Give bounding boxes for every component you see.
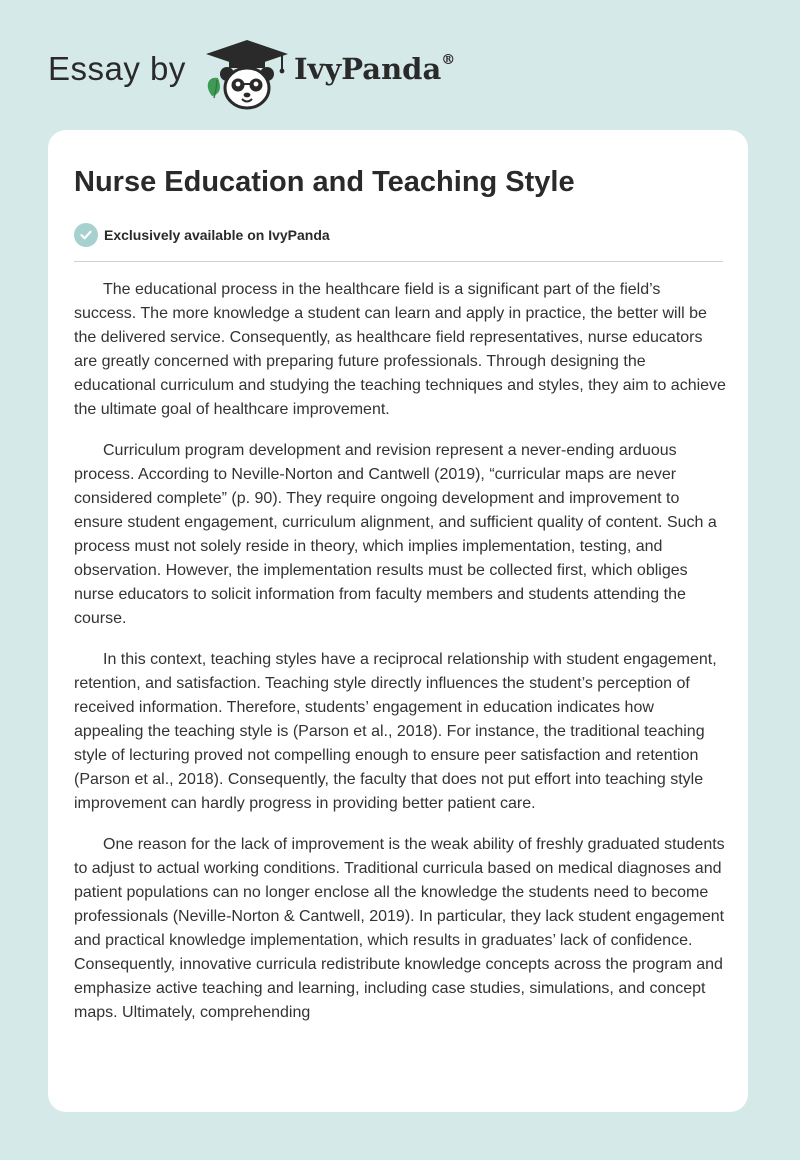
brand-name[interactable] bbox=[294, 52, 455, 86]
divider bbox=[74, 261, 723, 262]
paragraph: One reason for the lack of improvement is the weak ability of freshly graduated students to adjust to actual working conditions. Traditional curricula based on medical diagnoses and patient populations can no longer enclose all the knowledge the students need to become professionals (Neville-Norton & Cantwell, 2019). In particular, they lack student engagement and practical knowledge implementation, which results in graduates’ lack of confidence. Consequently, innovative curricula redistribute knowledge concepts across the program and emphasize active teaching and learning, including case studies, simulations, and concept maps. Ultimately, comprehending bbox=[74, 836, 725, 1021]
exclusive-badge bbox=[74, 223, 330, 247]
registered-mark: ® bbox=[441, 52, 456, 69]
site-header bbox=[48, 30, 748, 110]
paragraph: In this context, teaching styles have a reciprocal relationship with student engagement, retention, and satisfaction. Teaching style directly influences the student’s perception of received information. Therefore, students’ engagement in education indicates how appealing the teaching style is (Parson et al., 2018). For instance, the traditional teaching style of lecturing proved not compelling enough to ensure peer satisfaction and retention (Parson et al., 2018). Consequently, the faculty that does not put effort into teaching style improvement can hardly progress in providing better patient care. bbox=[74, 651, 717, 812]
essay-by-label: Essay by bbox=[48, 50, 186, 87]
page-title: Nurse Education and Teaching Style bbox=[74, 166, 575, 198]
panda-graduate-icon[interactable] bbox=[202, 38, 292, 114]
article-card bbox=[48, 130, 748, 1112]
badge-label: Exclusively available on IvyPanda bbox=[104, 227, 330, 243]
paragraph: Curriculum program development and revision represent a never-ending arduous process. According to Neville-Norton and Cantwell (2019), “curricular maps are never considered complete” (p. 90). They require ongoing development and improvement to ensure student engagement, curriculum alignment, and sufficient quality of content. Such a process must not solely reside in theory, which implies implementation, testing, and observation. However, the implementation results must be collected first, which obliges nurse educators to solicit information from faculty members and students attending the course. bbox=[74, 442, 717, 627]
brand-label: IvyPanda bbox=[294, 52, 442, 86]
paragraph: The educational process in the healthcare field is a significant part of the field’s success. The more knowledge a student can learn and apply in practice, the better will be the delivered service. Consequently, as healthcare field representatives, nurse educators are greatly concerned with preparing future professionals. Through designing the educational curriculum and studying the teaching techniques and styles, they aim to achieve the ultimate goal of healthcare improvement. bbox=[74, 281, 726, 418]
checkmark-icon bbox=[74, 223, 98, 247]
article-body bbox=[74, 278, 726, 1042]
